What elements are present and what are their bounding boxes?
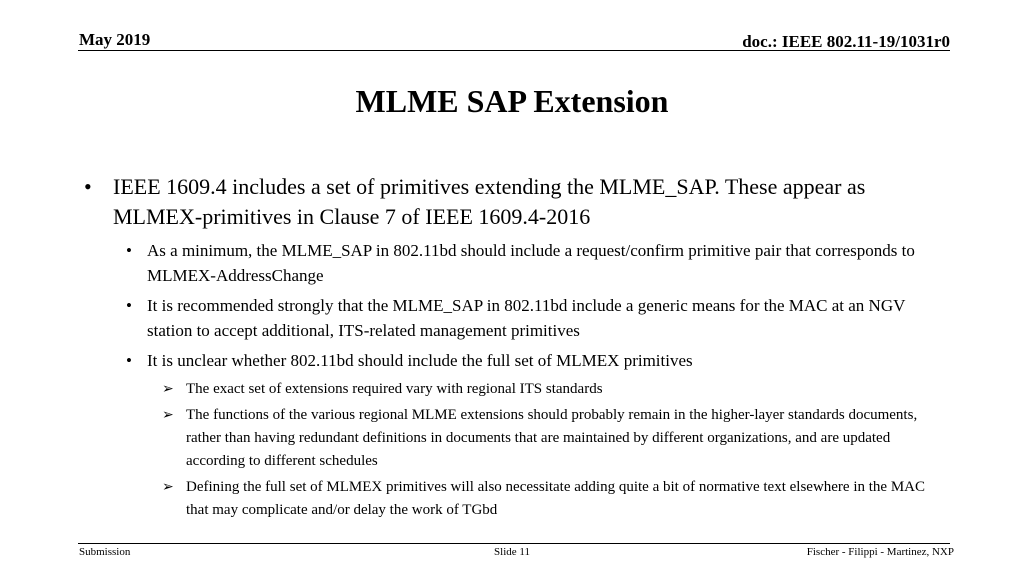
footer-slide-number: Slide 11 [494, 546, 530, 558]
bullet-text: The functions of the various regional MLME extensions should probably remain in the higher-layer standards documents, rather than having redundant definitions in documents that are maintained by different organizations, and are updated according to different schedules [186, 407, 918, 469]
bullet-text: IEEE 1609.4 includes a set of primitives extending the MLME_SAP. These appear as MLMEX-primitives in Clause 7 of IEEE 1609.4-2016 [113, 174, 866, 229]
bullet-level3 [84, 476, 944, 522]
bullet-text: The exact set of extensions required vary with regional ITS standards [186, 381, 603, 397]
bullet-text: It is unclear whether 802.11bd should include the full set of MLMEX primitives [147, 351, 693, 370]
header-doc-id: doc.: IEEE 802.11-19/1031r0 [742, 32, 950, 51]
bullet-level2 [84, 238, 944, 288]
arrow-bullet-icon: ➢ [162, 408, 174, 423]
bullet-text: It is recommended strongly that the MLME_SAP in 802.11bd include a generic means for the MAC at an NGV station to accept additional, ITS-related management primitives [147, 296, 906, 340]
slide-body [84, 172, 944, 525]
bullet-text: Defining the full set of MLMEX primitives will also necessitate adding quite a bit of normative text elsewhere in the MAC that may complicate and/or delay the work of TGbd [186, 479, 925, 518]
bullet-dot-icon: • [126, 296, 132, 315]
arrow-bullet-icon: ➢ [162, 382, 174, 397]
bullet-text: As a minimum, the MLME_SAP in 802.11bd should include a request/confirm primitive pair that corresponds to MLMEX-AddressChange [147, 241, 915, 285]
header-divider [78, 50, 950, 51]
footer-submission: Submission [79, 546, 131, 558]
bullet-dot-icon: • [84, 174, 92, 199]
bullet-level2 [84, 348, 944, 373]
bullet-level2 [84, 293, 944, 343]
footer-authors: Fischer - Filippi - Martinez, NXP [806, 546, 954, 558]
bullet-level1 [84, 172, 944, 232]
bullet-level3 [84, 404, 944, 473]
header-date: May 2019 [79, 30, 151, 49]
bullet-level3 [84, 378, 944, 401]
bullet-dot-icon: • [126, 351, 132, 370]
slide-title: MLME SAP Extension [355, 83, 669, 119]
footer-divider [78, 543, 950, 544]
arrow-bullet-icon: ➢ [162, 480, 174, 495]
bullet-dot-icon: • [126, 241, 132, 260]
